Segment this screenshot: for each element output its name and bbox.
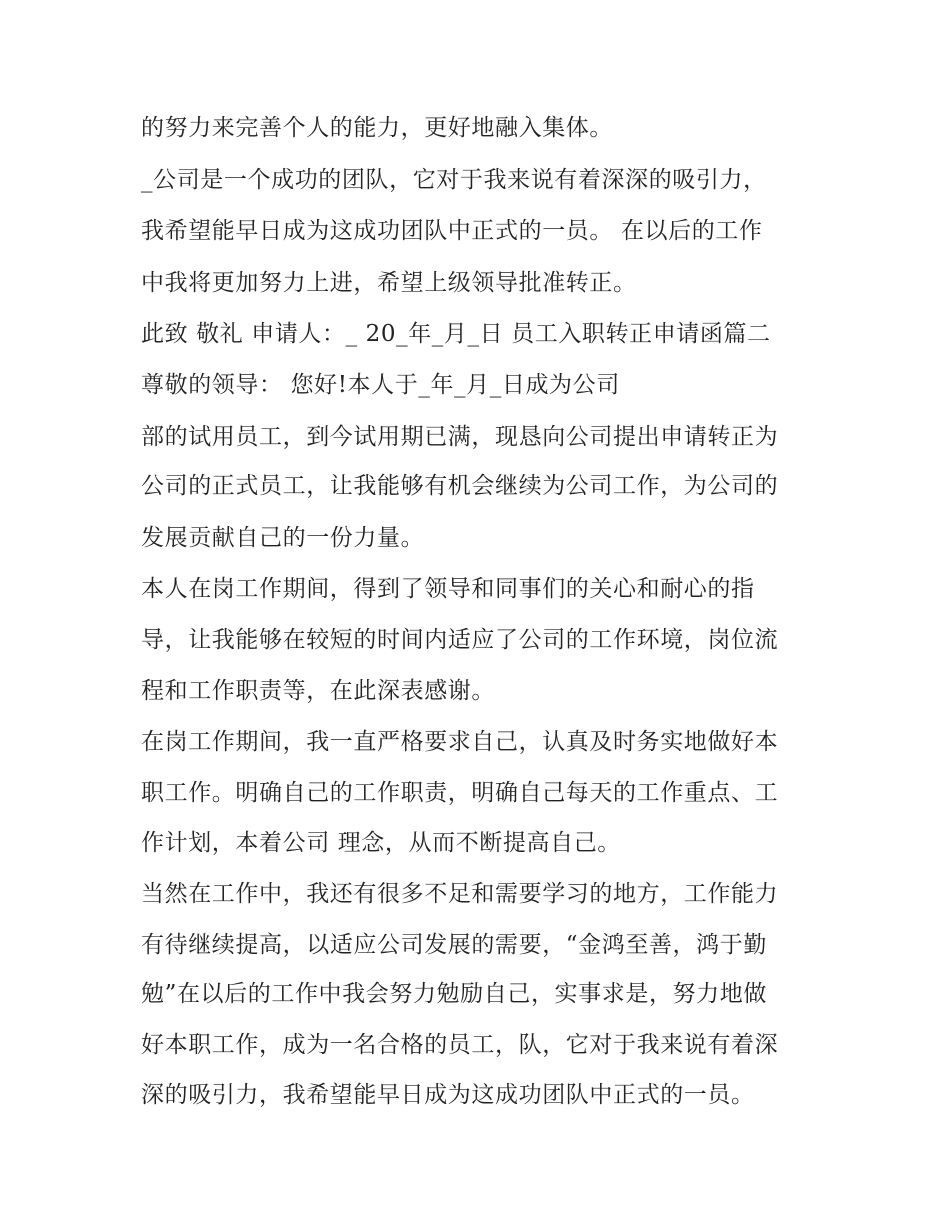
text-line: 好本职工作，成为一名合格的员工，队，它对于我来说有着深 xyxy=(141,1032,779,1058)
text-line: 有待继续提高，以适应公司发展的需要，“金鸿至善，鸿于勤 xyxy=(141,932,767,958)
text-line: 我希望能早日成为这成功团队中正式的一员。 在以后的工作 xyxy=(141,218,763,244)
text-line: 职工作。明确自己的工作职责，明确自己每天的工作重点、工 xyxy=(141,780,779,806)
text-line: 部的试用员工，到今试用期已满，现恳向公司提出申请转正为 xyxy=(141,424,779,450)
text-line: 公司的正式员工，让我能够有机会继续为公司工作，为公司的 xyxy=(141,473,779,499)
text-line: 在岗工作期间，我一直严格要求自己，认真及时务实地做好本 xyxy=(141,729,779,755)
text-line: 程和工作职责等，在此深表感谢。 xyxy=(141,678,495,704)
text-line: 当然在工作中，我还有很多不足和需要学习的地方，工作能力 xyxy=(141,881,779,907)
text-line: 深的吸引力，我希望能早日成为这成功团队中正式的一员。 xyxy=(141,1082,755,1108)
text-line: 作计划，本着公司 理念，从而不断提高自己。 xyxy=(141,830,621,856)
text-line: 发展贡献自己的一份力量。 xyxy=(141,525,425,551)
text-line: 本人在岗工作期间，得到了领导和同事们的关心和耐心的指 xyxy=(141,576,755,602)
text-line: _公司是一个成功的团队，它对于我来说有着深深的吸引力， xyxy=(141,167,767,193)
text-line: 的努力来完善个人的能力，更好地融入集体。 xyxy=(141,115,613,141)
text-line: 导，让我能够在较短的时间内适应了公司的工作环境，岗位流 xyxy=(141,627,779,653)
text-line: 勉”在以后的工作中我会努力勉励自己，实事求是，努力地做 xyxy=(141,981,767,1007)
text-line: 尊敬的领导： 您好!本人于_年_月_日成为公司 xyxy=(141,372,620,398)
text-line: 此致 敬礼 申请人：_ 20_年_月_日 员工入职转正申请函篇二 xyxy=(141,321,771,347)
text-line: 中我将更加努力上进，希望上级领导批准转正。 xyxy=(141,270,637,296)
